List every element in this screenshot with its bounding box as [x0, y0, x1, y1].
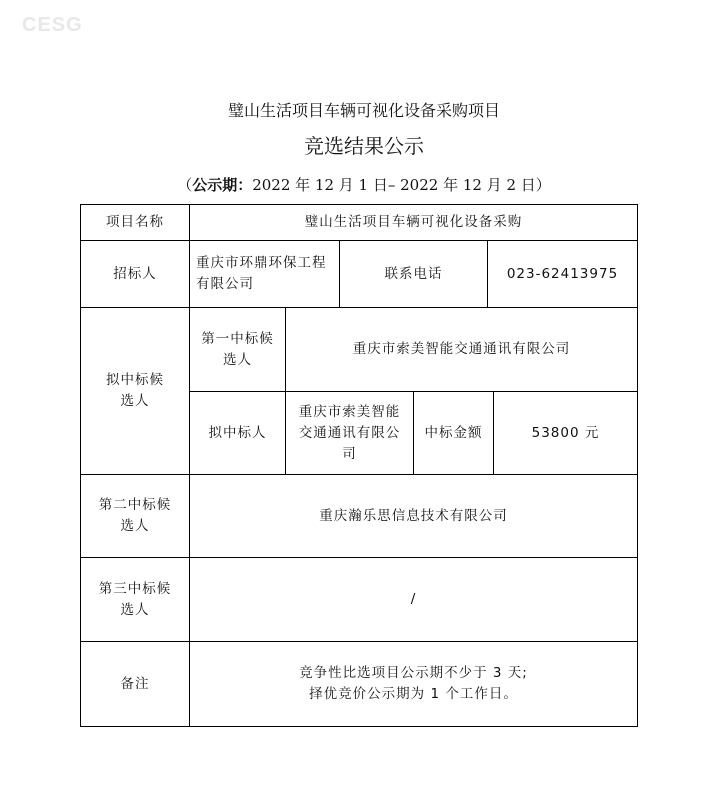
document-title: 竞选结果公示	[304, 134, 424, 158]
bid-amount-value: 53800 元	[493, 391, 638, 475]
proposed-winner-value: 重庆市索美智能交通通讯有限公司	[285, 391, 414, 475]
watermark: CESG	[22, 14, 83, 36]
period-range: 2022 年 12 月 1 日– 2022 年 12 月 2 日	[252, 176, 536, 194]
second-candidate-label: 第二中标候选人	[80, 474, 190, 558]
period-label: 公示期：	[192, 176, 253, 194]
third-candidate-value: /	[189, 557, 638, 642]
bid-amount-label: 中标金额	[413, 391, 494, 475]
proposed-candidates-label: 拟中标候选人	[80, 307, 190, 475]
tenderer-value: 重庆市环鼎环保工程有限公司	[189, 240, 340, 308]
proposed-winner-label: 拟中标人	[189, 391, 286, 475]
project-name-value: 璧山生活项目车辆可视化设备采购	[189, 204, 638, 241]
project-name-label: 项目名称	[80, 204, 190, 241]
contact-value: 023-62413975	[487, 240, 638, 308]
period-close-paren: ）	[535, 176, 551, 194]
remarks-line-2: 择优竞价公示期为 1 个工作日。	[309, 686, 518, 702]
tenderer-label: 招标人	[80, 240, 190, 308]
second-candidate-value: 重庆瀚乐思信息技术有限公司	[189, 474, 638, 558]
project-title: 璧山生活项目车辆可视化设备采购项目	[227, 101, 500, 120]
third-candidate-label: 第三中标候选人	[80, 557, 190, 642]
contact-label: 联系电话	[339, 240, 488, 308]
publicity-period	[0, 174, 728, 195]
remarks-label: 备注	[80, 641, 190, 727]
remarks-value	[189, 641, 638, 727]
period-open-paren: （	[177, 176, 193, 194]
first-candidate-value: 重庆市索美智能交通通讯有限公司	[285, 307, 638, 392]
remarks-line-1: 竞争性比选项目公示期不少于 3 天;	[299, 665, 528, 681]
first-candidate-label: 第一中标候选人	[189, 307, 286, 392]
